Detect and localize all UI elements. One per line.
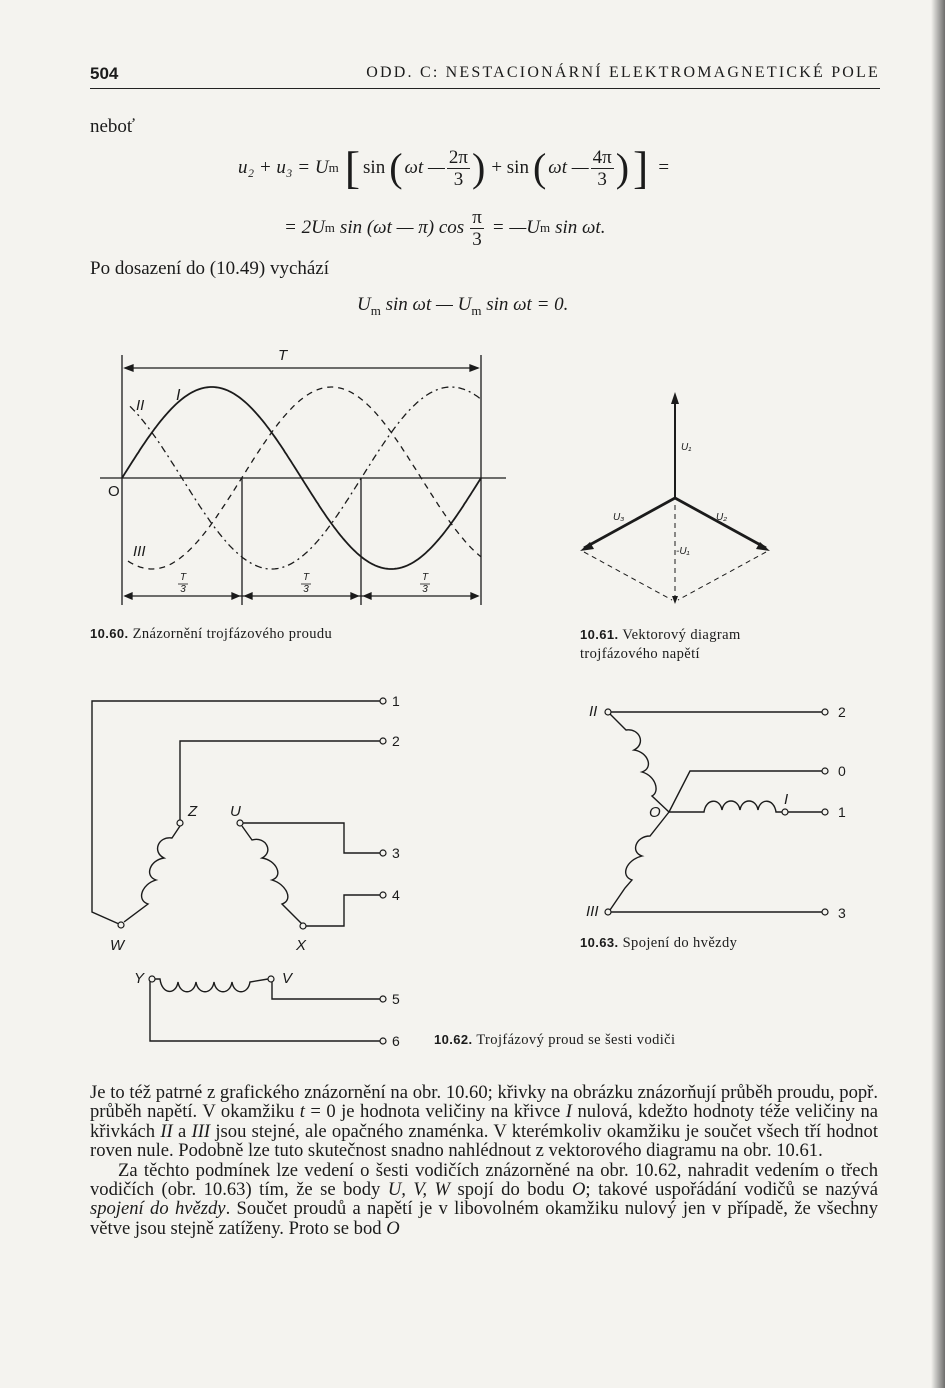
fig63-label-II: II [589,703,598,720]
body-text [90,1083,878,1238]
fig60-third-den-1: 3 [180,584,186,595]
fig62-label-6: 6 [392,1033,400,1049]
eq3-c: sin ωt = 0. [486,294,569,315]
eq1-frac2-num: 4π [592,146,612,168]
fig61-dashed-left [584,552,672,600]
eq1-wt2: ωt — [548,157,589,178]
fig62-label-X: X [296,937,307,954]
fig61-caption-num: 10.61. [580,627,619,642]
fig62-label-V: V [282,970,293,987]
fig63-coil-II [610,714,669,812]
paragraph-1 [90,1083,878,1161]
fig61-label-U2: U₂ [716,512,728,523]
fig62-label-5: 5 [392,991,400,1007]
fig62-terminal-2 [380,738,386,744]
fig63-label-III: III [586,903,599,920]
fig63-node-II [605,709,611,715]
p2-b: spojí do bodu [450,1179,572,1201]
eq3-a: U [357,294,371,315]
fig62-wire-3 [242,823,380,853]
fig61-vector-U2 [675,498,766,548]
fig62-node-V [268,976,274,982]
fig62-node-W [118,922,124,928]
text-po-dosazeni: Po dosazení do (10.49) vychází [90,258,330,279]
eq3-b: sin ωt — U [385,294,472,315]
eq1-frac1 [447,148,470,189]
fig63-terminal-1 [822,809,828,815]
eq1-frac2-den: 3 [597,168,607,190]
fig61-arrowhead-negU1 [672,596,678,604]
fig62-wire-2 [180,741,380,820]
fig60-third-den-2: 3 [303,584,309,595]
eq1-paren2-open: ( [532,145,547,190]
eq1-paren-open: ( [389,145,403,190]
fig62-wire-1 [92,701,380,924]
eq2-m2: m [539,220,551,235]
eq2-m: m [324,220,335,235]
fig62-terminal-6 [380,1038,386,1044]
fig62-terminal-3 [380,850,386,856]
p2-O2: O [386,1217,400,1239]
fig62-node-U [237,820,243,826]
fig63-terminal-0 [822,768,828,774]
p1-c: nulová, kdežto hodnoty téže veličiny na křivkách [90,1101,878,1142]
fig62-caption-text: Trojfázový proud se šesti vodiči [476,1032,676,1048]
fig62-label-W: W [110,937,125,954]
fig60-bottom-arrow-6 [471,593,478,599]
fig62-node-X [300,923,306,929]
fig61-label-negU1: -U₁ [676,546,690,557]
fig63-wire-0 [669,771,822,812]
fig60-third-num-2: T [302,572,310,583]
eq3-m1: m [370,302,381,318]
fig60-label-III: III [133,543,146,560]
fig62-coil-Y-V [154,979,268,992]
fig63-terminal-3 [822,909,828,915]
fig61-caption-line2: trojfázového napětí [580,646,700,662]
eq1-end: = [658,157,670,178]
fig61-caption [580,625,741,664]
fig61-label-U1: U₁ [681,442,692,453]
p2-d: . Součet proudů a napětí je v libovolném okamžiku nulový jen v případě, že všechny větve jsou stejně zatíženy. Proto se bod [90,1198,878,1239]
eq1-wt: ωt — [404,157,445,178]
fig62-wire-6 [150,979,380,1041]
eq1-paren2-close: ) [615,145,630,190]
fig60-bottom-arrow-5 [364,593,371,599]
fig63-label-I: I [784,791,789,808]
fig62-node-Y [149,976,155,982]
fig60-curve-II [128,387,481,569]
eq2-mid: sin (ωt — π) cos [339,217,465,238]
fig61-vector-U3 [584,498,675,548]
fig60-label-T: T [278,347,288,364]
eq2-frac-den: 3 [472,228,482,250]
fig61-arrowhead-U2 [756,542,770,551]
running-head: ODD. C: NESTACIONÁRNÍ ELEKTROMAGNETICKÉ POLE [366,64,880,81]
eq1-bracket-open: [ [344,142,361,193]
fig62-node-Z [177,820,183,826]
fig62-terminal-5 [380,996,386,1002]
fig60-curve-I [122,387,481,569]
fig62-label-Z: Z [188,803,198,820]
fig63-caption-num: 10.63. [580,935,619,950]
fig60-bottom-arrow-1 [125,593,132,599]
eq1-bracket-close: ] [633,142,649,193]
fig63-label-0: 0 [838,763,846,779]
p2-UVW: U, V, W [387,1179,450,1201]
fig63-label-1: 1 [838,804,846,820]
fig63-node-I [782,809,788,815]
fig60-third-num-1: T [179,572,187,583]
fig60-bottom-arrow-2 [232,593,239,599]
p2-O: O [571,1179,586,1201]
fig62-wire-5 [272,979,380,999]
eq1-frac1-num: 2π [448,146,468,168]
fig62-label-2: 2 [392,733,400,749]
equation-2 [284,205,605,251]
fig60-label-I: I [176,387,181,404]
fig60-third-den-3: 3 [422,584,428,595]
fig60-label-O: O [108,483,120,500]
fig60-arrow-right [470,365,478,371]
fig63-coil-I [669,801,822,812]
p1-a: Je to též patrné z grafického znázornění na obr. 10.60; křivky na obrázku znázorňují průběh proudu, popř. průběh napětí. V okamžiku [90,1082,878,1123]
fig60-caption [90,624,332,644]
p2-spojeni: spojení do hvězdy [90,1198,226,1220]
fig63-label-O: O [649,804,661,821]
eq1-frac1-den: 3 [453,168,464,190]
p1-t: t [299,1101,305,1123]
equation-1 [238,140,669,196]
fig62-label-3: 3 [392,845,400,861]
p1-e: jsou stejné, ale opačného znaménka. V kterémkoliv okamžiku je součet všech tří hodnot roven nule. Podobně lze tuto skutečnost snadno nahlédnout z vektorového diagramu na obr. 10.61. [90,1120,878,1162]
page-number: 504 [90,64,119,83]
fig62-caption [434,1030,675,1050]
fig62-label-4: 4 [392,887,400,903]
fig63-caption [580,933,737,953]
fig60-caption-text: Znázornění trojfázového proudu [132,626,333,642]
eq2-end: = —U [491,217,540,238]
eq1-paren-close: ) [471,145,486,190]
fig62-wire-4 [305,895,380,926]
fig62-terminal-1 [380,698,386,704]
p1-b: = 0 je hodnota veličiny na křivce [304,1101,566,1123]
fig61-label-U3: U₃ [613,512,625,523]
fig62-caption-num: 10.62. [434,1032,473,1047]
eq1-sin: sin [363,157,386,178]
fig62-label-U: U [230,803,241,820]
fig61-dashed-right [678,552,766,600]
p1-d: a [172,1120,192,1142]
fig63-label-2: 2 [838,704,846,720]
fig60-bottom-arrow-4 [351,593,358,599]
fig60-caption-num: 10.60. [90,626,129,641]
eq2-end2: sin ωt. [555,217,606,238]
equation-3 [357,294,568,319]
fig61-caption-line1: Vektorový diagram [622,627,741,643]
page-edge-shadow [931,0,945,1388]
fig63-caption-text: Spojení do hvězdy [622,935,738,951]
p2-c: ; takové uspořádání vodičů se nazývá [585,1179,878,1201]
eq2-frac-num: π [472,206,482,228]
p1-I: I [565,1101,572,1123]
fig63-terminal-2 [822,709,828,715]
fig63-label-3: 3 [838,905,846,921]
fig62-label-Y: Y [134,970,145,987]
fig60-arrow-left [125,365,133,371]
eq1-plus-sin: + sin [491,157,529,178]
p2-a: Za těchto podmínek lze vedení o šesti vodičích znázorněné na obr. 10.62, nahradit vedením o třech vodičích (obr. 10.63) tím, že se body [90,1159,878,1201]
fig62-coil-U-X [242,826,302,924]
fig60-bottom-arrow-3 [245,593,252,599]
fig60-third-num-3: T [421,572,429,583]
eq3-m2: m [471,302,482,318]
fig61-arrowhead-U3 [580,542,594,551]
eq2-frac [470,208,484,249]
eq1-left: u₂ + u₃ = U [238,157,329,178]
text-nebot: neboť [90,116,136,137]
fig60-label-II: II [136,397,145,414]
page-header [90,62,880,89]
fig62-label-1: 1 [392,693,400,709]
paragraph-2 [90,1161,878,1239]
fig61-arrowhead-U1 [671,392,679,404]
eq2-start: = 2U [284,217,325,238]
fig60-curve-III [130,387,481,569]
fig63-node-III [605,909,611,915]
fig63-coil-III [610,812,669,910]
p1-II: II [160,1120,173,1142]
p1-III: III [191,1120,211,1142]
fig62-coil-Z-W [124,826,180,922]
eq1-m: m [328,160,339,175]
fig62-terminal-4 [380,892,386,898]
eq1-frac2 [591,148,614,189]
